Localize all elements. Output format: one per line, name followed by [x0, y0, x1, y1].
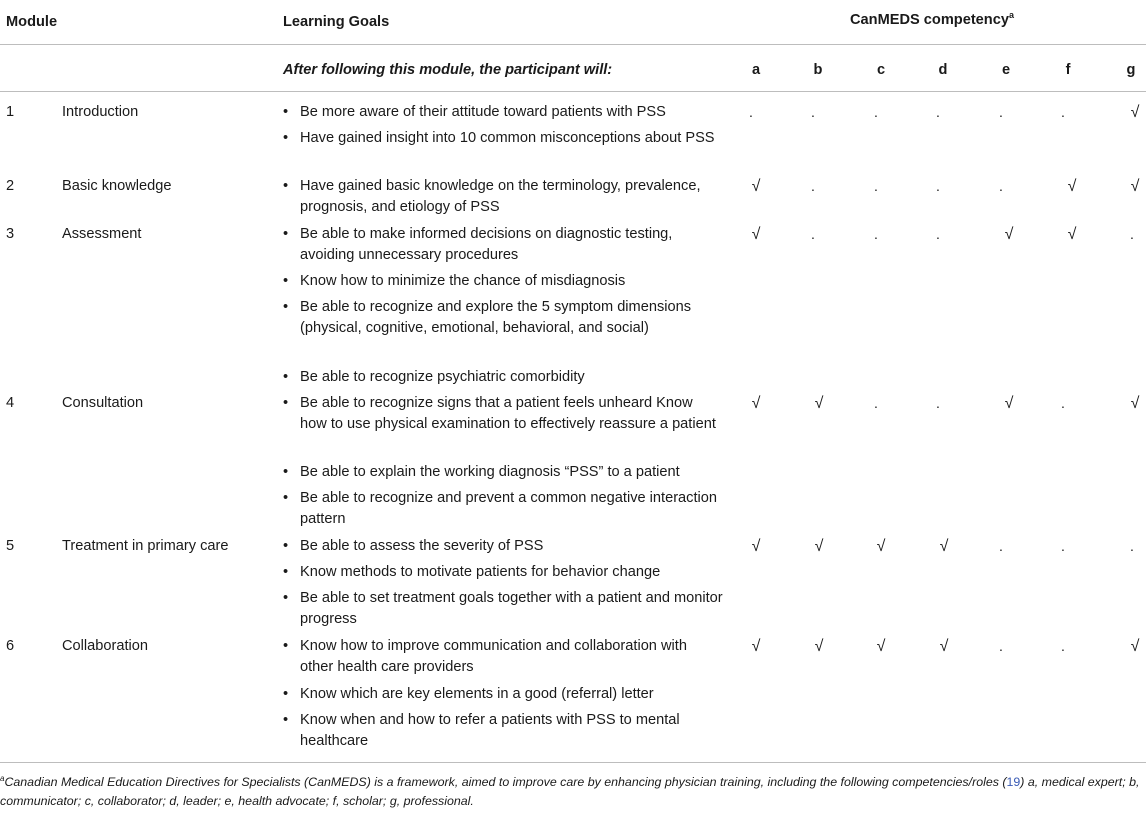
- competency-mark: .: [936, 395, 940, 411]
- module-name: Collaboration: [62, 638, 148, 654]
- competency-mark: √: [876, 538, 886, 555]
- module-name: Assessment: [62, 226, 142, 242]
- competency-mark: .: [999, 104, 1003, 120]
- learning-goal: • Know how to improve communication and collaboration with other health care providers: [283, 638, 687, 675]
- learning-goal: • Know methods to motivate patients for behavior change: [283, 564, 661, 580]
- competency-mark: √: [1067, 226, 1077, 243]
- rule-above-footnote: [0, 762, 1146, 763]
- competency-mark: √: [814, 638, 824, 655]
- competency-mark: .: [936, 178, 940, 194]
- rule-under-subheader: [0, 91, 1146, 92]
- competency-mark: .: [874, 178, 878, 194]
- module-number: 2: [6, 178, 15, 194]
- module-name: Treatment in primary care: [62, 538, 229, 554]
- learning-goal: • Be able to recognize and prevent a common negative interaction pattern: [283, 490, 717, 527]
- subheader-text: After following this module, the participant will:: [283, 62, 613, 78]
- module-number: 4: [6, 395, 15, 411]
- col-letter-d: d: [938, 62, 948, 78]
- competency-mark: √: [751, 226, 761, 243]
- learning-goal: • Be able to make informed decisions on diagnostic testing, avoiding unnecessary procedures: [283, 226, 673, 263]
- learning-goal: • Have gained basic knowledge on the terminology, prevalence, prognosis, and etiology of PSS: [283, 178, 701, 215]
- competency-mark: √: [814, 538, 824, 555]
- col-letter-a: a: [751, 62, 761, 78]
- rule-under-header: [0, 44, 1146, 45]
- competency-mark: .: [936, 226, 940, 242]
- competency-mark: .: [999, 538, 1003, 554]
- module-name: Basic knowledge: [62, 178, 172, 194]
- competency-mark: √: [939, 638, 949, 655]
- competency-mark: √: [939, 538, 949, 555]
- competency-mark: .: [874, 104, 878, 120]
- competency-mark: .: [874, 226, 878, 242]
- learning-goal: • Be able to set treatment goals together with a patient and monitor progress: [283, 590, 723, 627]
- module-number: 1: [6, 104, 15, 120]
- competency-mark: .: [1130, 226, 1134, 242]
- competency-mark: √: [751, 638, 761, 655]
- competency-mark: √: [751, 395, 761, 412]
- learning-goal: • Be able to assess the severity of PSS: [283, 538, 544, 554]
- header-competency: CanMEDS competency$^a$: [850, 10, 1014, 28]
- module-number: 3: [6, 226, 15, 242]
- learning-goal: • Be more aware of their attitude toward patients with PSS: [283, 104, 666, 120]
- competency-mark: .: [1130, 538, 1134, 554]
- competency-mark: .: [811, 178, 815, 194]
- competency-mark: √: [876, 638, 886, 655]
- competency-mark: .: [1061, 638, 1065, 654]
- module-number: 6: [6, 638, 15, 654]
- learning-goal: • Be able to explain the working diagnosis “PSS” to a patient: [283, 464, 680, 480]
- competency-mark: .: [874, 395, 878, 411]
- competency-mark: √: [1130, 178, 1140, 195]
- competency-mark: √: [814, 395, 824, 412]
- learning-goal: • Be able to recognize and explore the 5 symptom dimensions (physical, cognitive, emotional, behavioral, and social): [283, 299, 692, 336]
- competency-mark: .: [1061, 538, 1065, 554]
- competency-mark: √: [1130, 395, 1140, 412]
- competency-footnote-marker: a: [1008, 10, 1014, 21]
- col-letter-f: f: [1065, 62, 1071, 78]
- competency-mark: √: [1004, 395, 1014, 412]
- col-letter-b: b: [813, 62, 823, 78]
- learning-goal: • Be able to recognize signs that a patient feels unheard Know how to use physical examination to effectively reassure a patient: [283, 395, 716, 432]
- reference-link[interactable]: 19: [1006, 775, 1021, 789]
- competency-mark: √: [751, 538, 761, 555]
- col-letter-g: g: [1126, 62, 1136, 78]
- module-name: Introduction: [62, 104, 139, 120]
- module-number: 5: [6, 538, 15, 554]
- competency-mark: √: [751, 178, 761, 195]
- competency-mark: √: [1130, 104, 1140, 121]
- competency-mark: .: [749, 104, 753, 120]
- col-letter-e: e: [1001, 62, 1011, 78]
- competency-mark: .: [1061, 395, 1065, 411]
- learning-goal: • Have gained insight into 10 common misconceptions about PSS: [283, 130, 715, 146]
- competency-mark: .: [1061, 104, 1065, 120]
- module-name: Consultation: [62, 395, 144, 411]
- competency-mark: √: [1004, 226, 1014, 243]
- table-footnote: $^a$Canadian Medical Education Directives for Specialists (CanMEDS) is a framework, aimed to improve care by enhancing physician training, including the following competencies/roles (19) a, medical expert; b, communicator; c, collaborator; d, leader; e, health advocate; f, scholar; g, professional.: [0, 773, 1140, 808]
- competency-mark: .: [999, 178, 1003, 194]
- header-module: Module: [6, 14, 58, 30]
- competency-mark: √: [1067, 178, 1077, 195]
- learning-goal: • Know when and how to refer a patients with PSS to mental healthcare: [283, 712, 680, 749]
- learning-goal: • Be able to recognize psychiatric comorbidity: [283, 369, 585, 385]
- competency-mark: .: [811, 226, 815, 242]
- competency-mark: .: [999, 638, 1003, 654]
- header-learning-goals: Learning Goals: [283, 14, 390, 30]
- learning-goal: • Know which are key elements in a good (referral) letter: [283, 686, 654, 702]
- competency-mark: .: [811, 104, 815, 120]
- learning-goal: • Know how to minimize the chance of misdiagnosis: [283, 273, 626, 289]
- competency-mark: .: [936, 104, 940, 120]
- col-letter-c: c: [876, 62, 886, 78]
- competency-mark: √: [1130, 638, 1140, 655]
